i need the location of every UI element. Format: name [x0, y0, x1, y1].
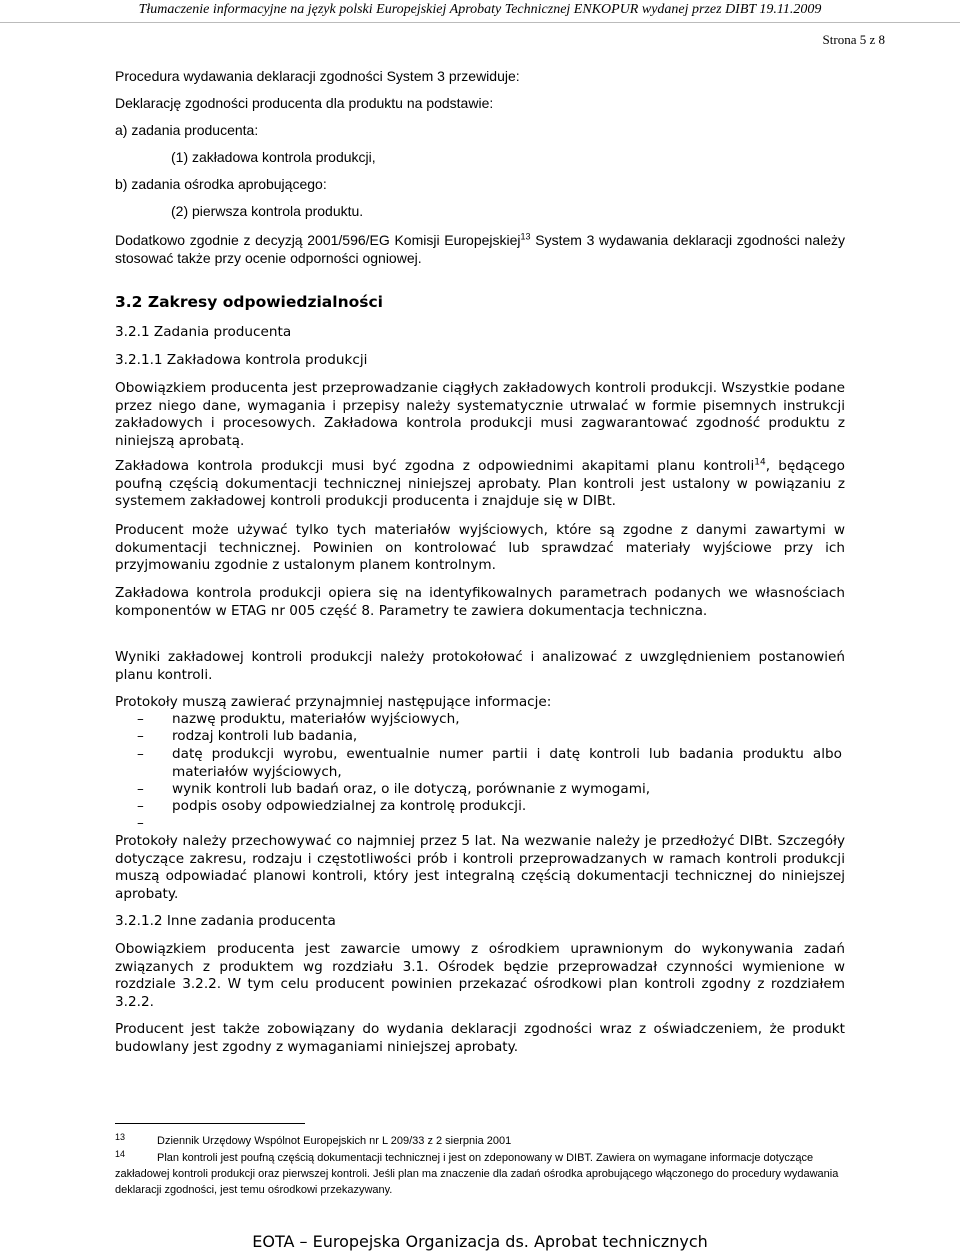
footnote-number: 14: [115, 1149, 126, 1159]
paragraph-control-plan: [115, 458, 845, 511]
list-item-text: datę produkcji wyrobu, ewentualnie numer partii i datę kontroli lub badania produktu albo materiałów wyjściowych,: [172, 746, 842, 780]
heading-3-2: 3.2 Zakresy odpowiedzialności: [115, 293, 383, 311]
paragraph-materials: Producent może używać tylko tych materiałów wyjściowych, które są zgodne z danymi zawartymi w dokumentacji technicznej. Powinien on kontrolować lub sprawdzać materiały wyjściowe przy ich przyjmowaniu zgodnie z ustalonym planem kontrolnym.: [115, 522, 845, 573]
intro-paragraph-2: Deklarację zgodności producenta dla produktu na podstawie:: [115, 95, 494, 111]
intro-item-b: b) zadania ośrodka aprobującego:: [115, 176, 327, 192]
control-plan-text-cont: , będącego poufną częścią dokumentacji technicznej niniejszej aprobaty. Plan kontroli jest ustalony w powiązaniu z systemem zakładowej kontroli produkcji producenta i znajduje się w DIBt.: [115, 458, 845, 509]
footnote-13: [115, 1133, 850, 1149]
dash-bullet: –: [137, 711, 144, 727]
dash-bullet: –: [137, 781, 144, 797]
paragraph-declaration: Producent jest także zobowiązany do wydania deklaracji zgodności wraz z oświadczeniem, że produkt budowlany jest zgodny z wymaganiami niniejszej aprobaty.: [115, 1021, 845, 1055]
list-item-text: nazwę produktu, materiałów wyjściowych,: [172, 711, 460, 727]
footnote-14: [115, 1150, 850, 1198]
document-header-title: Tłumaczenie informacyjne na język polski Europejskiej Aprobaty Technicznej ENKOPUR wydanej przez DIBT 19.11.2009: [138, 2, 822, 17]
paragraph-results: Wyniki zakładowej kontroli produkcji należy protokołować i analizować z uwzględnieniem postanowień planu kontroli.: [115, 649, 845, 683]
decision-text-cont: System 3 wydawania deklaracji zgodności należy stosować także przy ocenie odporności ogniowej.: [115, 232, 845, 266]
intro-decision-paragraph: [115, 232, 845, 267]
heading-3-2-1-2: 3.2.1.2 Inne zadania producenta: [115, 913, 336, 929]
footnote-number: 13: [115, 1132, 126, 1142]
list-item-text: podpis osoby odpowiedzialnej za kontrolę produkcji.: [172, 798, 527, 814]
dash-bullet: –: [137, 746, 144, 762]
decision-text: Dodatkowo zgodnie z decyzją 2001/596/EG Komisji Europejskiej: [115, 232, 521, 248]
intro-item-a: a) zadania producenta:: [115, 122, 259, 138]
paragraph-obligation: Obowiązkiem producenta jest przeprowadzanie ciągłych zakładowych kontroli produkcji. Wszystkie podane przez niego dane, wymagania i przepisy należy systematycznie utrwalać w formie pisemnych instrukcji zakładowych i procesowych. Zakładowa kontrola produkcji musi zagwarantować zgodność produktu z niniejszą aprobatą.: [115, 380, 845, 449]
list-item-text: rodzaj kontroli lub badania,: [172, 728, 358, 744]
heading-3-2-1-1: 3.2.1.1 Zakładowa kontrola produkcji: [115, 352, 368, 368]
footnote-ref-14: 14: [754, 457, 766, 468]
list-item-text: wynik kontroli lub badań oraz, o ile dotyczą, porównanie z wymogami,: [172, 781, 651, 797]
heading-3-2-1: 3.2.1 Zadania producenta: [115, 324, 292, 340]
intro-paragraph-1: Procedura wydawania deklaracji zgodności System 3 przewiduje:: [115, 68, 520, 84]
footnote-divider: [115, 1123, 305, 1124]
footnote-text: Dziennik Urzędowy Wspólnot Europejskich nr L 209/33 z 2 sierpnia 2001: [157, 1135, 512, 1147]
intro-item-b2: (2) pierwsza kontrola produktu.: [171, 203, 364, 219]
page-footer: EOTA – Europejska Organizacja ds. Aprobat technicznych: [252, 1232, 708, 1251]
paragraph-parameters: Zakładowa kontrola produkcji opiera się na identyfikowalnych parametrach podanych we własnościach komponentów w ETAG nr 005 część 8. Parametry te zawiera dokumentacja techniczna.: [115, 585, 845, 619]
page-number: Strona 5 z 8: [822, 32, 885, 47]
paragraph-protocols-intro: Protokoły muszą zawierać przynajmniej następujące informacje:: [115, 694, 552, 710]
header-divider: [0, 22, 960, 23]
footnote-ref-13: 13: [520, 231, 531, 242]
dash-bullet: –: [137, 728, 144, 744]
control-plan-text: Zakładowa kontrola produkcji musi być zgodna z odpowiednimi akapitami planu kontroli: [115, 458, 755, 474]
footnote-text: Plan kontroli jest poufną częścią dokumentacji technicznej i jest on zdeponowany w DIBT. Zawiera on wymagane informacje dotyczące zakładowej kontroli produkcji oraz pierwszej kontroli. Jeśli plan ma znaczenie dla zadań ośrodka aprobującego włączonego do procedury wydawania deklaracji zgodności, jest temu ośrodkowi przekazywany.: [115, 1152, 839, 1196]
paragraph-contract: Obowiązkiem producenta jest zawarcie umowy z ośrodkiem uprawnionym do wykonywania zadań związanych z produktem wg rozdziału 3.1. Ośrodek będzie przeprowadzał czynności wymienione w rozdziale 3.2.2. W tym celu producent powinien przekazać ośrodkowi plan kontroli zgodny z rozdziałem 3.2.2.: [115, 941, 845, 1010]
paragraph-retention: Protokoły należy przechowywać co najmniej przez 5 lat. Na wezwanie należy je przedłożyć DIBt. Szczegóły dotyczące zakresu, rodzaju i częstotliwości prób i kontroli przeprowadzanych w ramach kontroli produkcji muszą odpowiadać planowi kontroli, który jest integralną częścią dokumentacji technicznej do niniejszej aprobaty.: [115, 833, 845, 902]
dash-bullet: –: [137, 798, 144, 814]
intro-item-a1: (1) zakładowa kontrola produkcji,: [171, 149, 376, 165]
dash-bullet: –: [137, 815, 144, 831]
